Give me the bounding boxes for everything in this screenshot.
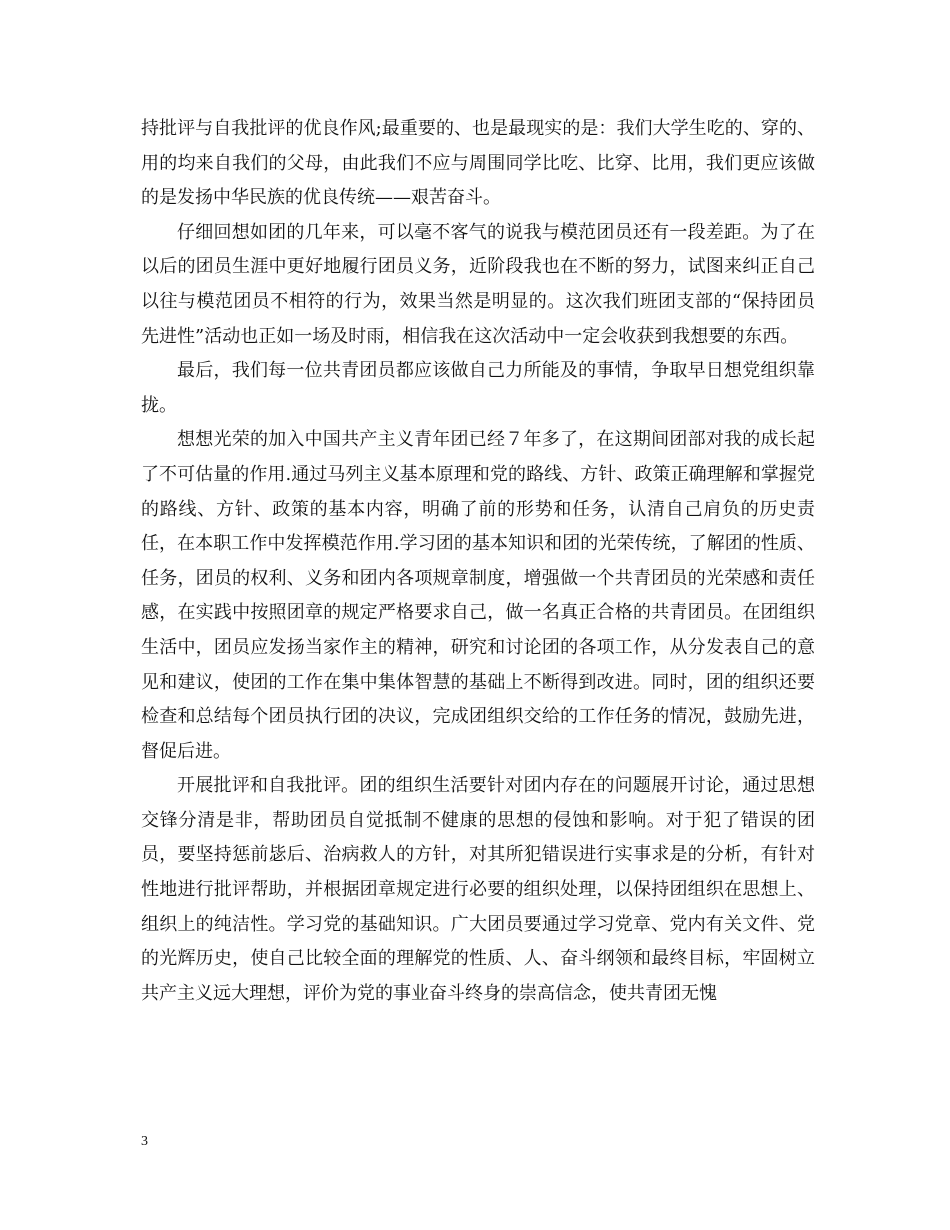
paragraph-2: 仔细回想如团的几年来，可以毫不客气的说我与模范团员还有一段差距。为了在以后的团员生涯中更好地履行团员义务，近阶段我也在不断的努力，试图来纠正自己以往与模范团员不相符的行为，效果当然是明显的。这次我们班团支部的“保持团员先进性”活动也正如一场及时雨，相信我在这次活动中一定会收获到我想要的东西。 xyxy=(141,221,815,347)
page-number: 3 xyxy=(141,1134,148,1149)
document-body xyxy=(141,112,815,1011)
paragraph-4: 想想光荣的加入中国共产主义青年团已经７年多了，在这期间团部对我的成长起了不可估量的作用.通过马列主义基本原理和党的路线、方针、政策正确理解和掌握党的路线、方针、政策的基本内容，明确了前的形势和任务，认清自己肩负的历史责任，在本职工作中发挥模范作用.学习团的基本知识和团的光荣传统，了解团的性质、任务，团员的权利、义务和团内各项规章制度，增强做一个共青团员的光荣感和责任感，在实践中按照团章的规定严格要求自己，做一名真正合格的共青团员。在团组织生活中，团员应发扬当家作主的精神，研究和讨论团的各项工作，从分发表自己的意见和建议，使团的工作在集中集体智慧的基础上不断得到改进。同时，团的组织还要检查和总结每个团员执行团的决议，完成团组织交给的工作任务的情况，鼓励先进，督促后进。 xyxy=(141,429,815,762)
paragraph-5: 开展批评和自我批评。团的组织生活要针对团内存在的问题展开讨论，通过思想交锋分清是非，帮助团员自觉抵制不健康的思想的侵蚀和影响。对于犯了错误的团员，要坚持惩前毖后、治病救人的方针，对其所犯错误进行实事求是的分析，有针对性地进行批评帮助，并根据团章规定进行必要的组织处理，以保持团组织在思想上、组织上的纯洁性。学习党的基础知识。广大团员要通过学习党章、党内有关文件、党的光辉历史，使自己比较全面的理解党的性质、人、奋斗纲领和最终目标，牢固树立共产主义远大理想，评价为党的事业奋斗终身的崇高信念，使共青团无愧 xyxy=(141,775,815,1004)
paragraph-1: 持批评与自我批评的优良作风;最重要的、也是最现实的是：我们大学生吃的、穿的、用的均来自我们的父母，由此我们不应与周围同学比吃、比穿、比用，我们更应该做的是发扬中华民族的优良传统——艰苦奋斗。 xyxy=(141,118,815,209)
paragraph-3: 最后，我们每一位共青团员都应该做自己力所能及的事情，争取早日想党组织靠拢。 xyxy=(141,360,815,416)
